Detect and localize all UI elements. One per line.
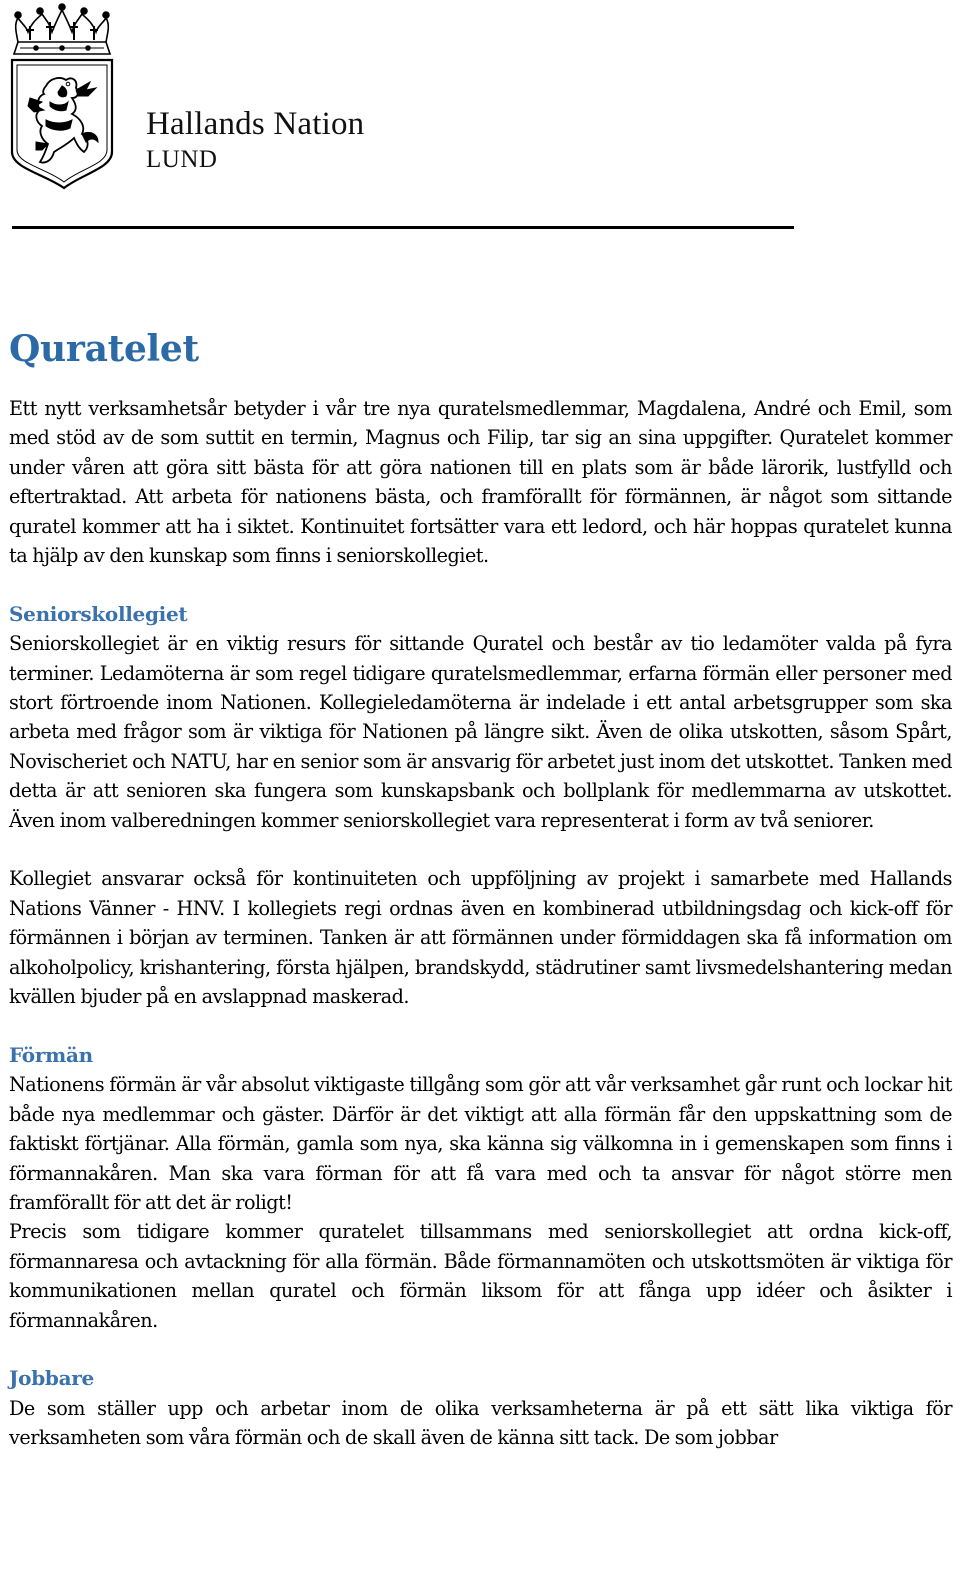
section-heading-seniorskollegiet: Seniorskollegiet bbox=[9, 601, 188, 626]
crowned-lion-shield-icon bbox=[6, 2, 118, 190]
spacer bbox=[9, 1012, 952, 1041]
section-heading-forman: Förmän bbox=[9, 1042, 93, 1067]
header-divider bbox=[12, 226, 794, 229]
spacer bbox=[9, 835, 952, 864]
seniorskollegiet-paragraph-2: Kollegiet ansvarar också för kontinuiteten och uppföljning av projekt i samarbete med Hallands Nations Vänner - HNV. I kollegiets regi ordnas även en kombinerad utbildningsdag och kick-off för förmännen i början av terminen. Tanken är att förmännen under förmiddagen ska få information om alkoholpolicy, krishantering, första hjälpen, brandskydd, städrutiner samt livsmedelshantering medan kvällen bjuder på en avslappnad maskerad. bbox=[9, 867, 952, 1009]
organization-city: LUND bbox=[146, 146, 218, 173]
spacer bbox=[9, 570, 952, 599]
document-body bbox=[9, 325, 952, 1453]
section-heading-jobbare: Jobbare bbox=[9, 1366, 94, 1391]
jobbare-paragraph-1: De som ställer upp och arbetar inom de olika verksamheterna är på ett sätt lika viktiga för verksamheten som våra förmän och de skall även de känna sitt tack. De som jobbar bbox=[9, 1396, 952, 1450]
spacer bbox=[9, 1335, 952, 1364]
intro-paragraph: Ett nytt verksamhetsår betyder i vår tre nya quratelsmedlemmar, Magdalena, André och Emil, som med stöd av de som suttit en termin, Magnus och Filip, tar sig an sina uppgifter. Quratelet kommer under våren att göra sitt bästa för att göra nationen till en plats som är både lärorik, lustfylld och eftertraktad. Att arbeta för nationens bästa, och framförallt för förmännen, är något som sittande quratel kommer att ha i siktet. Kontinuitet fortsätter vara ett ledord, och här hoppas quratelet kunna ta hjälp av den kunskap som finns i seniorskollegiet. bbox=[9, 397, 952, 568]
forman-paragraph-1: Nationens förmän är vår absolut viktigaste tillgång som gör att vår verksamhet går runt och lockar hit både nya medlemmar och gäster. Därför är det viktigt att alla förmän får den uppskattning som de faktiskt förtjänar. Alla förmän, gamla som nya, ska känna sig välkomna in i gemenskapen som finns i förmannakåren. Man ska vara förman för att få vara med och ta ansvar för något större men framförallt för att det är roligt! bbox=[9, 1073, 952, 1214]
document-title: Quratelet bbox=[9, 328, 199, 370]
organization-name: Hallands Nation bbox=[146, 106, 365, 142]
seniorskollegiet-paragraph-1: Seniorskollegiet är en viktig resurs för sittande Quratel och består av tio ledamöter valda på fyra terminer. Ledamöterna är som regel tidigare quratelsmedlemmar, erfarna förmän eller personer med stort förtroende inom Nationen. Kollegieledamöterna är indelade i ett antal arbetsgrupper som ska arbeta med frågor som är viktiga för Nationen på längre sikt. Även de olika utskotten, såsom Spårt, Novischeriet och NATU, har en senior som är ansvarig för arbetet just inom det utskottet. Tanken med detta är att senioren ska fungera som kunskapsbank och bollplank för medlemmarna av utskottet. Även inom valberedningen kommer seniorskollegiet vara representerat i form av två seniorer. bbox=[9, 632, 952, 832]
forman-paragraph-2: Precis som tidigare kommer quratelet tillsammans med seniorskollegiet att ordna kick-off, förmannaresa och avtackning för alla förmän. Både förmannamöten och utskottsmöten är viktiga för kommunikationen mellan quratel och förmän liksom för att fånga upp idéer och åsikter i förmannakåren. bbox=[9, 1220, 952, 1332]
